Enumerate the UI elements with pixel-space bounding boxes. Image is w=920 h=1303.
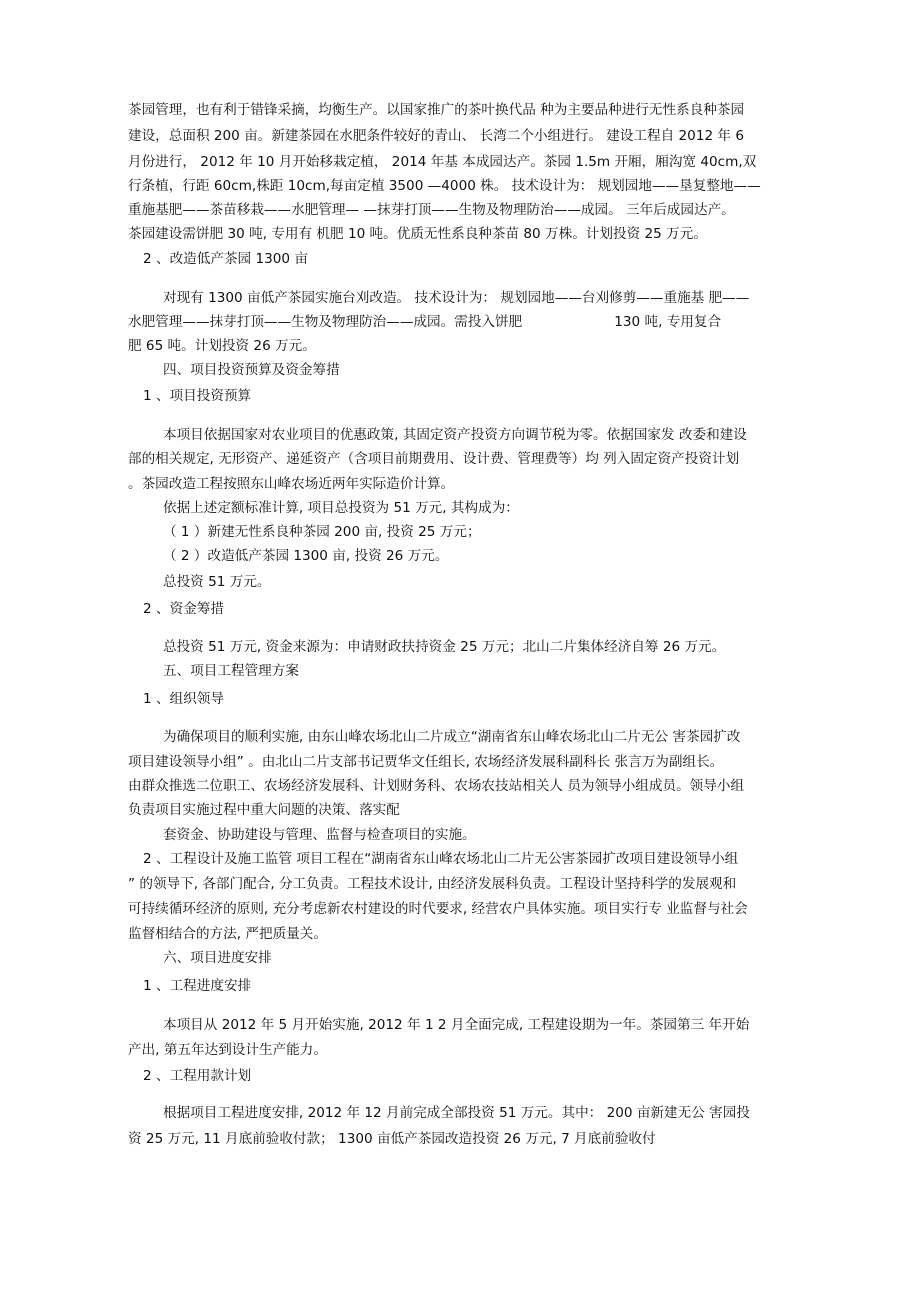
section-heading: 六、项目进度安排	[163, 950, 272, 966]
paragraph-line: 项目建设领导小组” 。由北山二片支部书记贾华文任组长, 农场经济发展科副科长 张言万为副组长。	[128, 754, 724, 770]
section-heading: 1 、项目投资预算	[143, 388, 252, 404]
paragraph-line: 肥 65 吨。计划投资 26 万元。	[128, 338, 316, 354]
section-heading: 四、项目投资预算及资金筹措	[163, 362, 340, 378]
paragraph-line: 负责项目实施过程中重大问题的决策、落实配	[128, 802, 400, 818]
list-item: （ 2 ）改造低产茶园 1300 亩, 投资 26 万元。	[163, 548, 449, 564]
paragraph-line: 本项目从 2012 年 5 月开始实施, 2012 年 1 2 月全面完成, 工程建设期为一年。茶园第三 年开始	[163, 1017, 750, 1033]
paragraph-line: 资 25 万元, 11 月底前验收付款； 1300 亩低产茶园改造投资 26 万元, 7 月底前验收付	[128, 1131, 656, 1147]
paragraph-line: 月份进行， 2012 年 10 月开始移栽定植， 2014 年基 本成园达产。茶园 1.5m 开厢，厢沟宽 40cm,双	[128, 154, 757, 170]
paragraph-line: 2 、工程设计及施工监管 项目工程在“湖南省东山峰农场北山二片无公害茶园扩改项目建设领导小组	[143, 851, 739, 867]
paragraph-line: 水肥管理——抹芽打顶——生物及物理防治——成园。需投入饼肥 130 吨, 专用复合	[128, 314, 722, 330]
paragraph-line: 根据项目工程进度安排, 2012 年 12 月前完成全部投资 51 万元。其中： 200 亩新建无公 害园投	[163, 1105, 750, 1121]
section-heading: 1 、工程进度安排	[143, 978, 252, 994]
list-item: （ 1 ）新建无性系良种茶园 200 亩, 投资 25 万元；	[163, 524, 481, 540]
paragraph-line: ” 的领导下, 各部门配合, 分工负责。工程技术设计, 由经济发展科负责。工程设计坚持科学的发展观和	[128, 876, 737, 892]
section-heading: 2 、工程用款计划	[143, 1068, 252, 1084]
paragraph-line: 。茶园改造工程按照东山峰农场近两年实际造价计算。	[128, 476, 455, 492]
section-heading: 2 、改造低产茶园 1300 亩	[143, 251, 308, 267]
section-heading: 1 、组织领导	[143, 691, 224, 707]
paragraph-line: 重施基肥——茶苗移栽——水肥管理— —抹芽打顶——生物及物理防治——成园。 三年后成园达产。	[128, 202, 735, 218]
paragraph-line: 对现有 1300 亩低产茶园实施台刈改造。 技术设计为： 规划园地——台刈修剪——重施基 肥——	[163, 290, 750, 306]
paragraph-line: 部的相关规定, 无形资产、递延资产（含项目前期费用、设计费、管理费等）均 列入固定资产投资计划	[128, 451, 740, 467]
paragraph-line: 由群众推选二位职工、农场经济发展科、计划财务科、农场农技站相关人 员为领导小组成员。领导小组	[128, 778, 745, 794]
paragraph-line: 总投资 51 万元, 资金来源为：申请财政扶持资金 25 万元；北山二片集体经济自筹 26 万元。	[163, 639, 726, 655]
paragraph-line: 建设，总面积 200 亩。新建茶园在水肥条件较好的青山、 长湾二个小组进行。 建设工程自 2012 年 6	[128, 128, 744, 144]
section-heading: 五、项目工程管理方案	[163, 663, 299, 679]
section-heading: 2 、资金筹措	[143, 601, 224, 617]
paragraph-line: 总投资 51 万元。	[163, 574, 271, 590]
paragraph-line: 行条植，行距 60cm,株距 10cm,每亩定植 3500 —4000 株。 技术设计为： 规划园地——垦复整地——	[128, 178, 761, 194]
paragraph-line: 茶园管理，也有利于错锋采摘，均衡生产。以国家推广的茶叶换代品 种为主要品种进行无性系良种茶园	[128, 102, 745, 118]
paragraph-line: 产出, 第五年达到设计生产能力。	[128, 1042, 327, 1058]
paragraph-line: 依据上述定额标准计算, 项目总投资为 51 万元, 其构成为：	[163, 500, 519, 516]
paragraph-line: 可持续循环经济的原则, 充分考虑新农村建设的时代要求, 经营农户具体实施。项目实行专 业监督与社会	[128, 901, 748, 917]
paragraph-line: 为确保项目的顺利实施, 由东山峰农场北山二片成立“湖南省东山峰农场北山二片无公 害茶园扩改	[163, 729, 741, 745]
paragraph-line: 茶园建设需饼肥 30 吨, 专用有 机肥 10 吨。优质无性系良种茶苗 80 万株。计划投资 25 万元。	[128, 226, 707, 242]
paragraph-line: 监督相结合的方法, 严把质量关。	[128, 926, 327, 942]
paragraph-line: 本项目依据国家对农业项目的优惠政策, 其固定资产投资方向调节税为零。依据国家发 改委和建设	[163, 427, 747, 443]
paragraph-line: 套资金、协助建设与管理、监督与检查项目的实施。	[163, 827, 476, 843]
